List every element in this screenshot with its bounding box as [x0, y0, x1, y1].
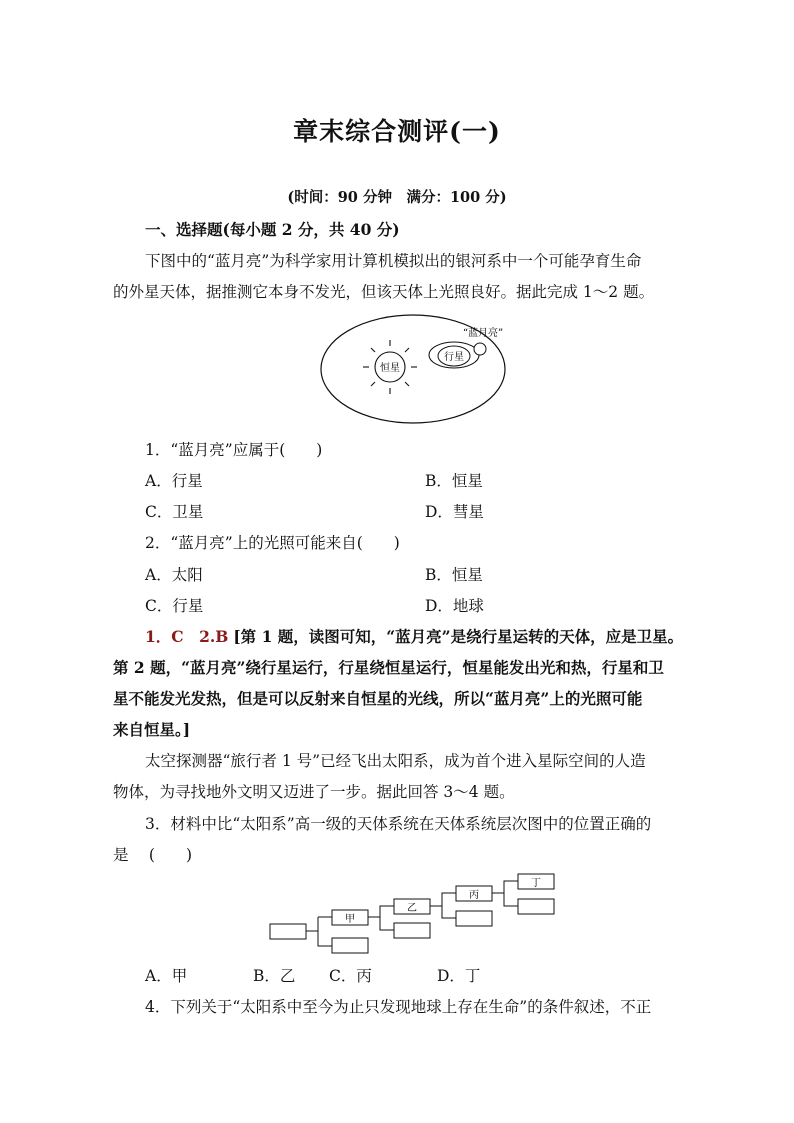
passage-1-line-1: 下图中的“蓝月亮”为科学家用计算机模拟出的银河系中一个可能孕育生命 — [145, 252, 642, 270]
question-1-stem: 1．“蓝月亮”应属于( ) — [145, 441, 323, 459]
question-3-option-c: C．丙 — [329, 967, 372, 985]
star-planet-diagram — [318, 311, 518, 429]
question-3-option-b: B．乙 — [253, 967, 296, 985]
label-bing: 丙 — [469, 890, 479, 901]
level-2-bottom-box — [332, 938, 368, 953]
passage-1-line-2: 的外星天体，据推测它本身不发光，但该天体上光照良好。据此完成 1～2 题。 — [113, 283, 655, 301]
question-2-stem: 2．“蓝月亮”上的光照可能来自( ) — [145, 534, 400, 552]
level-5-bottom-box — [518, 899, 554, 914]
answer-1-2-line-3: 星不能发光发热，但是可以反射来自恒星的光线，所以“蓝月亮”上的光照可能 — [113, 689, 643, 708]
answer-key: 1．C 2.B — [145, 627, 229, 646]
question-2-option-d: D．地球 — [425, 597, 484, 615]
question-3-option-d: D．丁 — [437, 967, 481, 985]
planet-label: 行星 — [444, 352, 464, 363]
section-heading: 一、选择题(每小题 2 分，共 40 分) — [145, 220, 400, 239]
question-2-option-c: C．行星 — [145, 597, 204, 615]
question-1-option-b: B．恒星 — [425, 472, 483, 490]
question-2-option-b: B．恒星 — [425, 566, 483, 584]
answer-1-2-line-2: 第 2 题，“蓝月亮”绕行星运行，行星绕恒星运行，恒星能发出光和热，行星和卫 — [113, 658, 664, 677]
blue-moon-body — [474, 343, 486, 355]
label-ding: 丁 — [531, 878, 541, 889]
question-3-option-a: A．甲 — [145, 967, 188, 985]
question-1-option-a: A．行星 — [145, 472, 203, 490]
passage-2-line-1: 太空探测器“旅行者 1 号”已经飞出太阳系，成为首个进入星际空间的人造 — [145, 752, 646, 770]
answer-1-2-line-4: 来自恒星。] — [113, 720, 191, 739]
question-4-stem: 4．下列关于“太阳系中至今为止只发现地球上存在生命”的条件叙述，不正 — [145, 998, 652, 1016]
passage-2-line-2: 物体，为寻找地外文明又迈进了一步。据此回答 3～4 题。 — [113, 783, 515, 801]
level-1-box — [270, 924, 306, 939]
celestial-hierarchy-diagram — [268, 870, 560, 956]
answer-1-2-line-1 — [145, 627, 683, 647]
question-1-option-d: D．彗星 — [425, 503, 484, 521]
blue-moon-label: “蓝月亮” — [462, 328, 504, 339]
level-4-bottom-box — [456, 911, 492, 926]
label-yi: 乙 — [407, 903, 417, 914]
page-title: 章末综合测评(一) — [293, 117, 501, 146]
question-3-stem-line-1: 3．材料中比“太阳系”高一级的天体系统在天体系统层次图中的位置正确的 — [145, 815, 652, 833]
question-1-option-c: C．卫星 — [145, 503, 204, 521]
label-jia: 甲 — [345, 914, 355, 925]
star-label: 恒星 — [380, 363, 400, 374]
question-3-stem-line-2: 是 ( ) — [113, 846, 193, 864]
question-2-option-a: A．太阳 — [145, 566, 203, 584]
exam-info: (时间：90 分钟 满分：100 分) — [287, 189, 507, 206]
level-3-bottom-box — [394, 923, 430, 938]
answer-explanation-1: [第 1 题，读图可知，“蓝月亮”是绕行星运转的天体，应是卫星。 — [233, 627, 684, 646]
